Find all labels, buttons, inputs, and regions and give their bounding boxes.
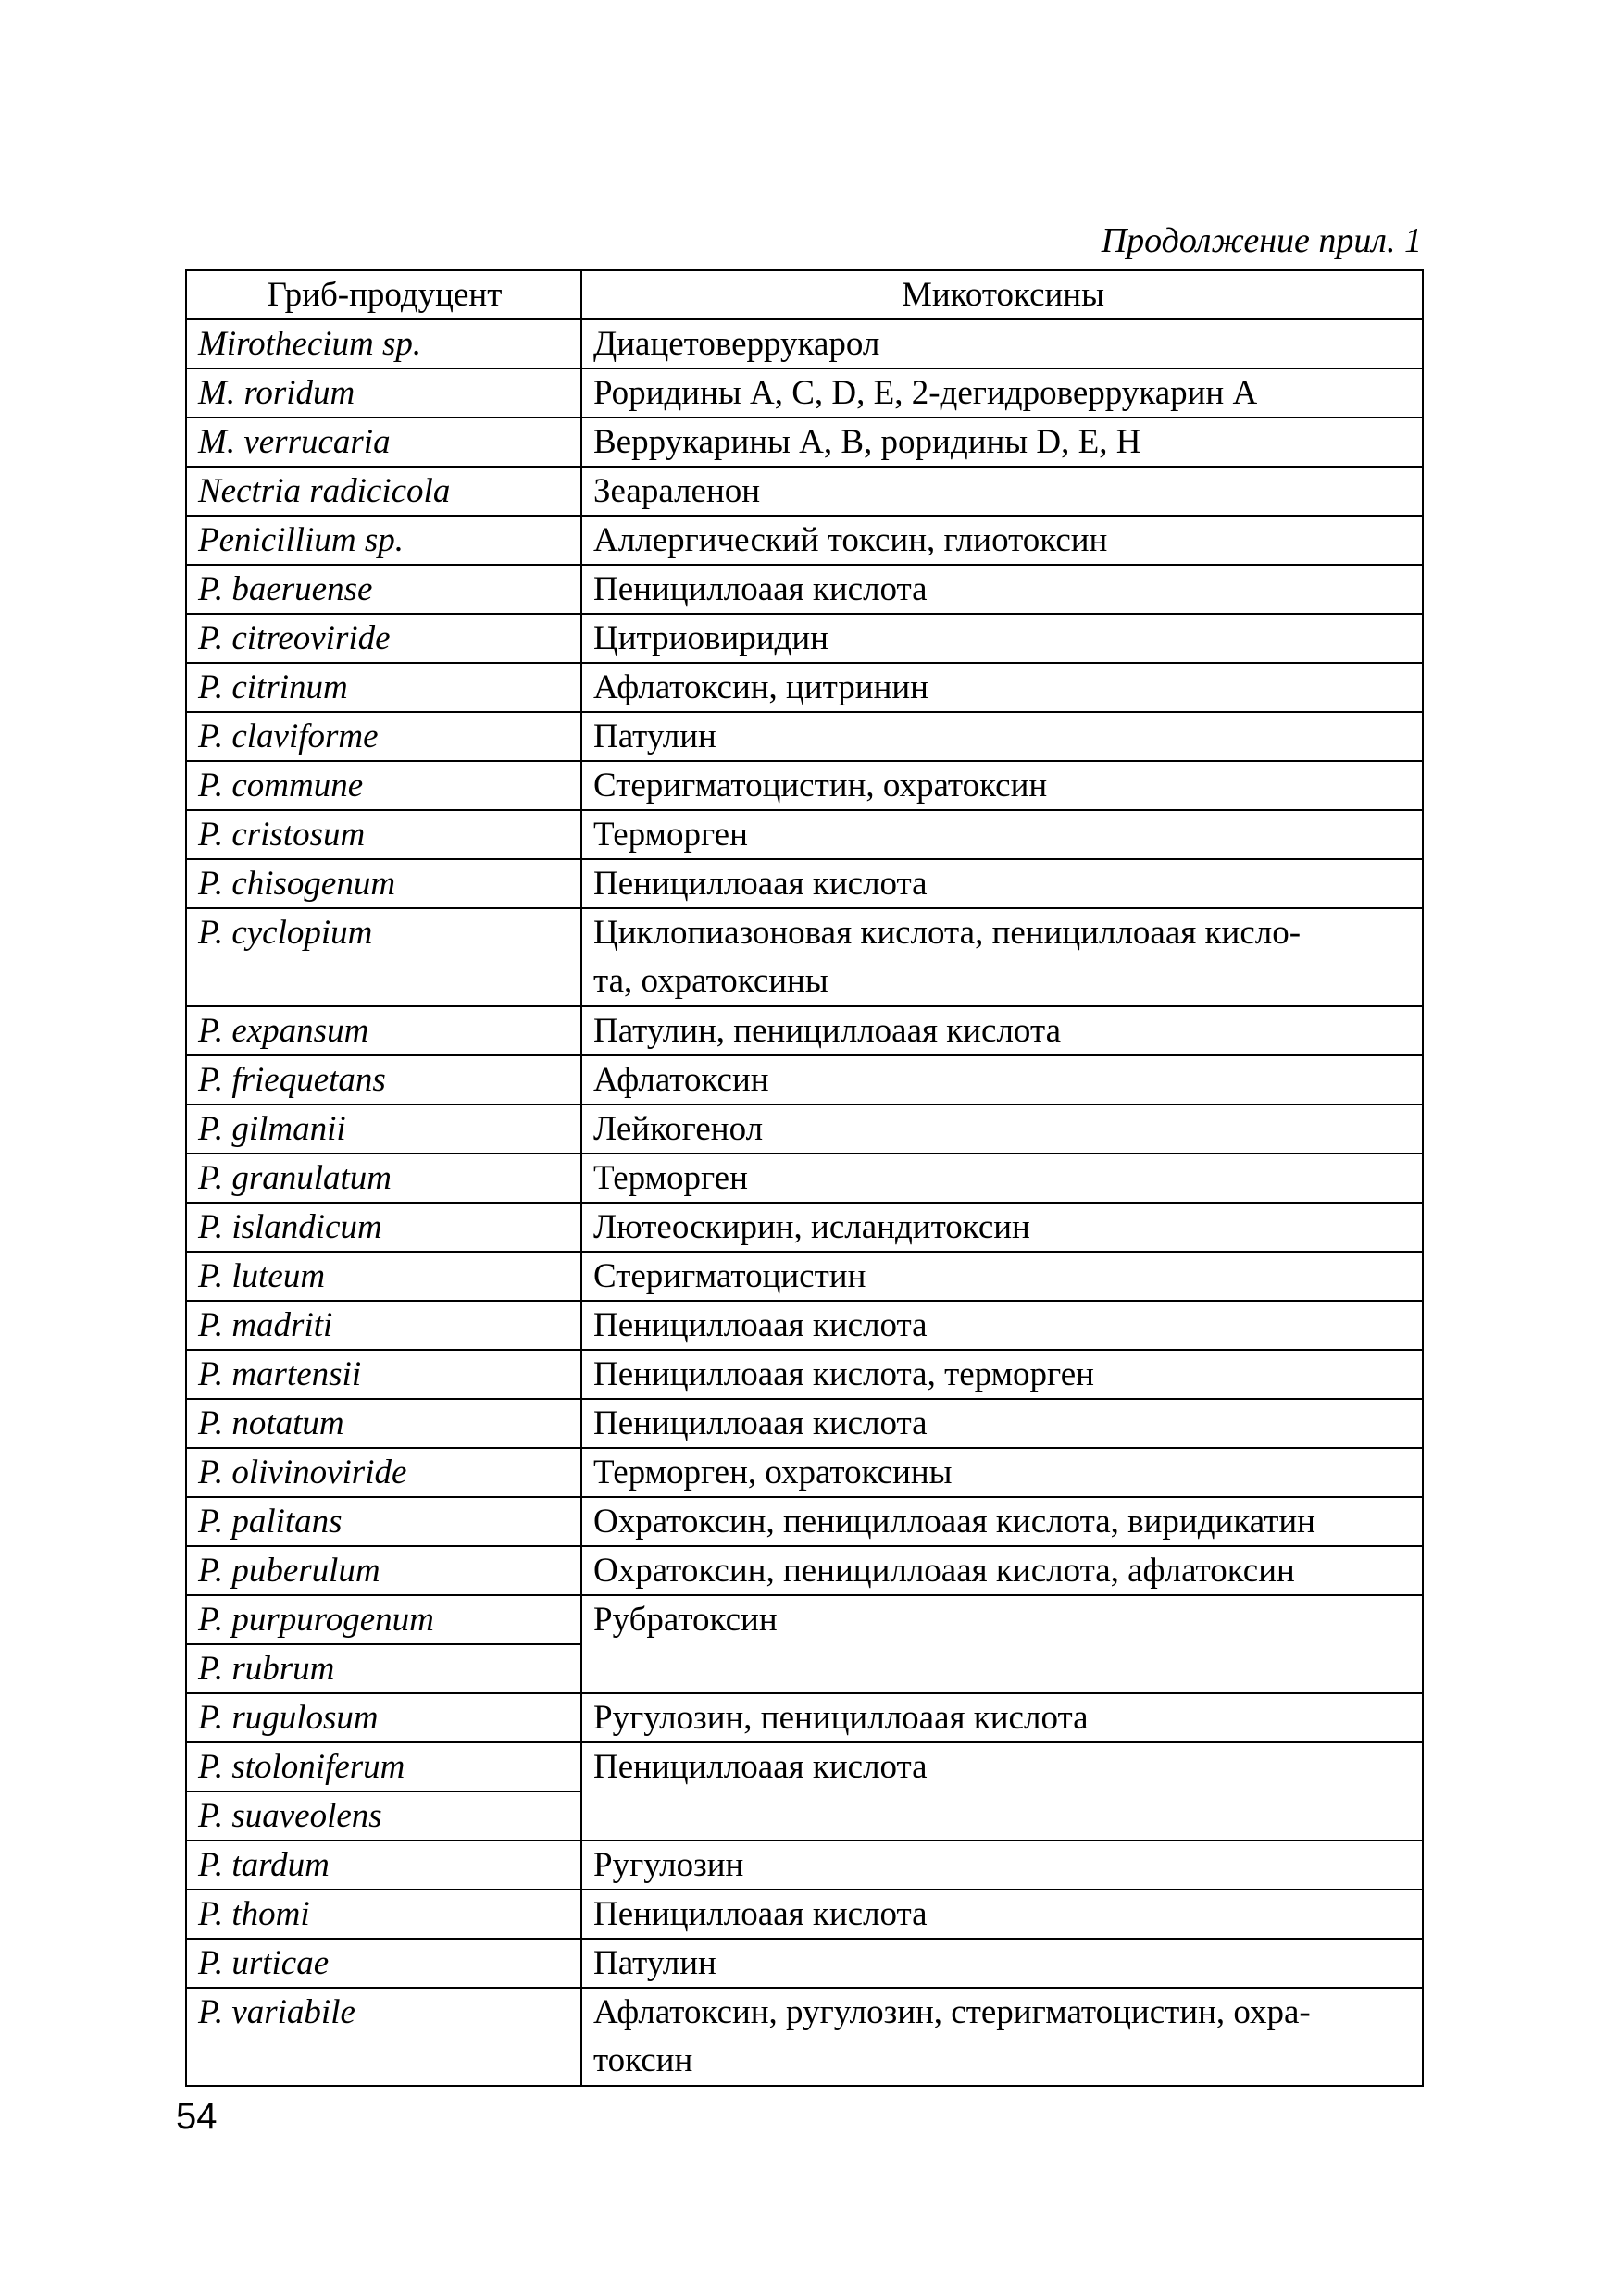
table-row [186,1350,1423,1399]
table-row [186,663,1423,712]
toxins-cell: Аллергический токсин, глиотоксин [581,516,1423,565]
table-row [186,1890,1423,1939]
toxins-cell: Ругулозин, пенициллоaая кислота [581,1693,1423,1742]
fungus-cell: P. cyclopium [186,908,581,1006]
fungus-cell: P. notatum [186,1399,581,1448]
fungus-cell: P. madriti [186,1301,581,1350]
continuation-caption: Продолжение прил. 1 [1101,221,1422,260]
fungus-cell: P. citreoviride [186,614,581,663]
table-row [186,1252,1423,1301]
fungus-cell: P. commune [186,761,581,810]
fungus-cell: P. palitans [186,1497,581,1546]
fungus-cell: P. citrinum [186,663,581,712]
toxins-cell: Пенициллоaая кислота [581,1399,1423,1448]
fungus-cell: P. granulatum [186,1154,581,1203]
page-number: 54 [176,2096,218,2137]
fungus-cell: P. martensii [186,1350,581,1399]
fungus-cell: P. baeruense [186,565,581,614]
fungus-cell: P. suaveolens [186,1791,581,1841]
table-row [186,1742,1423,1791]
table-row [186,418,1423,467]
toxins-cell: Пенициллоaая кислота, терморген [581,1350,1423,1399]
toxins-cell: Терморген [581,810,1423,859]
toxins-cell [581,908,1423,1006]
table-row [186,908,1423,1006]
table-row [186,712,1423,761]
toxins-cell: Лютеоскирин, исландитоксин [581,1203,1423,1252]
toxins-cell: Терморген [581,1154,1423,1203]
toxins-cell: Терморген, охратоксины [581,1448,1423,1497]
fungus-cell: P. stoloniferum [186,1742,581,1791]
fungus-cell: P. variabile [186,1988,581,2086]
toxins-line: Афлатоксин, ругулозин, стеригматоцистин, охра- [593,1993,1311,2031]
toxins-cell: Стеригматоцистин, охратоксин [581,761,1423,810]
toxins-cell: Лейкогенол [581,1104,1423,1154]
toxins-cell: Пенициллоaая кислота [581,1890,1423,1939]
header-mycotoxins: Микотоксины [581,270,1423,319]
fungus-cell: Penicillium sp. [186,516,581,565]
table-row [186,1448,1423,1497]
table-row [186,1841,1423,1890]
toxins-cell: Цитриовиридин [581,614,1423,663]
table-row [186,319,1423,368]
toxins-cell: Патулин [581,712,1423,761]
fungus-cell: P. tardum [186,1841,581,1890]
table-row [186,368,1423,418]
toxins-cell: Роридины A, C, D, E, 2-дегидроверрукарин A [581,368,1423,418]
fungus-cell: M. roridum [186,368,581,418]
fungus-cell: P. urticae [186,1939,581,1988]
fungus-cell: P. claviforme [186,712,581,761]
header-fungus: Гриб-продуцент [186,270,581,319]
fungus-cell: P. puberulum [186,1546,581,1595]
toxins-line: токсин [593,2041,693,2079]
toxins-cell: Патулин [581,1939,1423,1988]
fungus-cell: P. thomi [186,1890,581,1939]
toxins-cell: Пенициллоaая кислота [581,565,1423,614]
fungus-cell: M. verrucaria [186,418,581,467]
table-row [186,1203,1423,1252]
toxins-cell [581,1988,1423,2086]
table-header-row [186,270,1423,319]
table-row [186,565,1423,614]
fungus-cell: P. chisogenum [186,859,581,908]
table-row [186,1595,1423,1644]
toxins-cell: Охратоксин, пенициллоaая кислота, афлатоксин [581,1546,1423,1595]
table-row [186,810,1423,859]
fungus-cell: P. gilmanii [186,1104,581,1154]
table-row [186,1939,1423,1988]
toxins-cell: Патулин, пенициллоaая кислота [581,1006,1423,1055]
table-row [186,1055,1423,1104]
fungus-cell: P. islandicum [186,1203,581,1252]
mycotoxin-table [185,269,1424,2087]
table-row [186,1546,1423,1595]
toxins-cell: Ругулозин [581,1841,1423,1890]
toxins-cell: Афлатоксин, цитринин [581,663,1423,712]
fungus-cell: Nectria radicicola [186,467,581,516]
fungus-cell: P. purpurogenum [186,1595,581,1644]
toxins-line: Циклопиазоновая кислота, пенициллоaая кисло- [593,914,1302,952]
table-row [186,1301,1423,1350]
table-row [186,859,1423,908]
fungus-cell: Mirothecium sp. [186,319,581,368]
table-row [186,1104,1423,1154]
table-row [186,1006,1423,1055]
table-row [186,614,1423,663]
fungus-cell: P. expansum [186,1006,581,1055]
fungus-cell: P. luteum [186,1252,581,1301]
fungus-cell: P. friequetans [186,1055,581,1104]
toxins-cell: Рубратоксин [581,1595,1423,1693]
fungus-cell: P. rubrum [186,1644,581,1693]
toxins-cell: Стеригматоцистин [581,1252,1423,1301]
toxins-cell: Афлатоксин [581,1055,1423,1104]
toxins-cell: Пенициллоaая кислота [581,1301,1423,1350]
table-row [186,1988,1423,2086]
table-row [186,467,1423,516]
table-row [186,1154,1423,1203]
toxins-cell: Пенициллоaая кислота [581,859,1423,908]
toxins-cell: Диацетоверрукарол [581,319,1423,368]
toxins-line: та, охратоксины [593,962,828,1000]
table-row [186,761,1423,810]
toxins-cell: Веррукарины A, B, роридины D, E, H [581,418,1423,467]
table-row [186,1399,1423,1448]
toxins-cell: Зеараленон [581,467,1423,516]
fungus-cell: P. cristosum [186,810,581,859]
table-row [186,1497,1423,1546]
table-row [186,1693,1423,1742]
fungus-cell: P. rugulosum [186,1693,581,1742]
toxins-cell: Охратоксин, пенициллоaая кислота, виридикатин [581,1497,1423,1546]
table-row [186,516,1423,565]
fungus-cell: P. olivinoviride [186,1448,581,1497]
toxins-cell: Пенициллоaая кислота [581,1742,1423,1841]
